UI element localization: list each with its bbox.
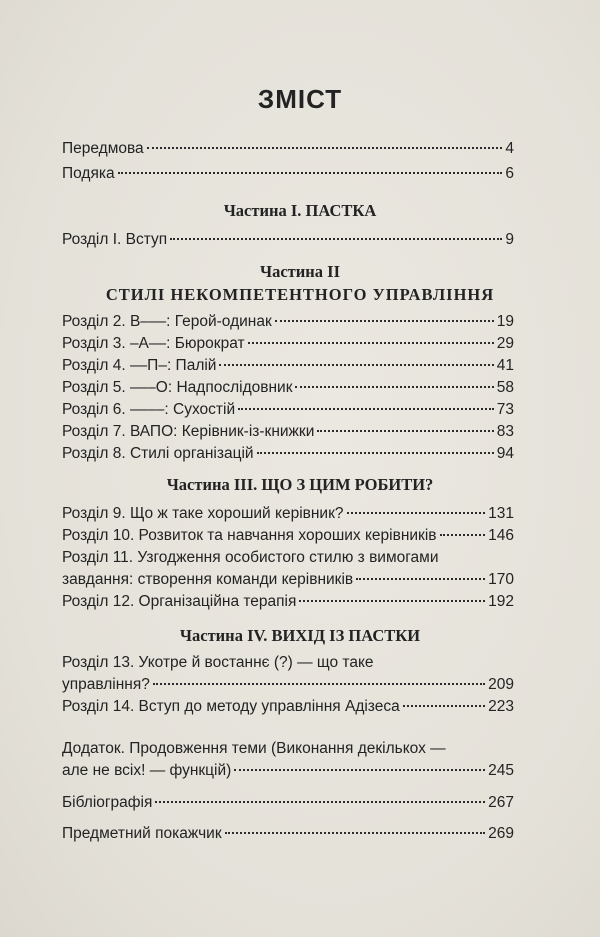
toc-entry-chapter-6 — [62, 398, 514, 422]
toc-page-number: 269 — [488, 825, 514, 842]
toc-entry-label: Бібліографія — [62, 794, 153, 811]
dot-leader — [147, 147, 503, 149]
toc-entry-chapter-13 — [62, 673, 514, 697]
toc-page-number: 29 — [496, 335, 514, 352]
toc-entry-label-continuation: управління? — [62, 676, 150, 693]
toc-page-number: 94 — [496, 445, 514, 462]
dot-leader — [118, 172, 503, 174]
toc-entry-label: Розділ 9. Що ж таке хороший керівник? — [62, 505, 344, 522]
toc-entry-chapter-7 — [62, 420, 514, 444]
toc-page-number: 19 — [496, 313, 514, 330]
toc-entry-chapter-13-title: Розділ 13. Укотре й востаннє (?) — що таке — [62, 654, 374, 671]
toc-entry-chapter-8 — [62, 442, 514, 466]
toc-entry-index — [62, 822, 514, 846]
toc-entry-acknowledgements — [62, 162, 514, 186]
toc-entry-label: Розділ 7. ВАПО: Керівник-із-книжки — [62, 423, 315, 440]
toc-page-number: 192 — [488, 593, 514, 610]
part-heading-1: Частина I. ПАСТКА — [223, 201, 377, 220]
toc-page-number: 73 — [496, 401, 514, 418]
part-heading-4: Частина IV. ВИХІД ІЗ ПАСТКИ — [179, 626, 421, 645]
toc-entry-preface — [62, 137, 514, 161]
toc-entry-label: Розділ I. Вступ — [62, 231, 168, 248]
toc-page-number: 209 — [488, 676, 514, 693]
dot-leader — [275, 320, 494, 322]
toc-page-number: 58 — [496, 379, 514, 396]
toc-entry-chapter-3 — [62, 332, 514, 356]
toc-entry-label: Розділ 8. Стилі організацій — [62, 445, 254, 462]
toc-entry-label: Розділ 12. Організаційна терапія — [62, 593, 297, 610]
dot-leader — [155, 801, 485, 803]
toc-entry-label: Розділ 4. ––П–: Палій — [62, 357, 217, 374]
part-heading-3: Частина III. ЩО З ЦИМ РОБИТИ? — [166, 475, 434, 494]
dot-leader — [257, 452, 494, 454]
toc-entry-label: Розділ 14. Вступ до методу управління Адізеса — [62, 698, 400, 715]
toc-entry-bibliography — [62, 791, 514, 815]
toc-entry-label: Подяка — [62, 165, 115, 182]
toc-entry-label: Розділ 3. –А––: Бюрократ — [62, 335, 245, 352]
part-subheading-2: СТИЛІ НЕКОМПЕТЕНТНОГО УПРАВЛІННЯ — [105, 285, 495, 304]
toc-page-number: 131 — [488, 505, 514, 522]
dot-leader — [238, 408, 494, 410]
dot-leader — [295, 386, 493, 388]
toc-page-number: 223 — [488, 698, 514, 715]
toc-entry-label: Розділ 2. В–––: Герой-одинак — [62, 313, 272, 330]
dot-leader — [248, 342, 494, 344]
toc-entry-chapter-5 — [62, 376, 514, 400]
toc-entry-chapter-11 — [62, 568, 514, 592]
toc-entry-label-continuation: завдання: створення команди керівників — [62, 571, 354, 588]
toc-page-number: 170 — [488, 571, 514, 588]
toc-entry-appendix — [62, 759, 514, 783]
toc-entry-label: Предметний покажчик — [62, 825, 222, 842]
dot-leader — [347, 512, 486, 514]
part-heading-2: Частина II — [259, 262, 341, 281]
toc-page-number: 9 — [505, 231, 514, 248]
dot-leader — [225, 832, 486, 834]
toc-entry-chapter-10 — [62, 524, 514, 548]
toc-page-number: 6 — [505, 165, 514, 182]
toc-entry-chapter-9 — [62, 502, 514, 526]
dot-leader — [299, 600, 485, 602]
toc-page-number: 245 — [488, 762, 514, 779]
dot-leader — [356, 578, 485, 580]
dot-leader — [153, 683, 485, 685]
dot-leader — [317, 430, 493, 432]
toc-page-number: 146 — [488, 527, 514, 544]
toc-entry-chapter-11-title: Розділ 11. Узгодження особистого стилю з вимогами — [62, 549, 439, 566]
toc-entry-chapter-1 — [62, 228, 514, 252]
dot-leader — [403, 705, 485, 707]
dot-leader — [440, 534, 486, 536]
toc-entry-appendix-title: Додаток. Продовження теми (Виконання декількох — — [62, 740, 446, 757]
toc-page-number: 41 — [496, 357, 514, 374]
page-title: ЗМІСТ — [257, 84, 343, 114]
toc-entry-label: Розділ 6. ––––: Сухостій — [62, 401, 236, 418]
toc-page-number: 4 — [505, 140, 514, 157]
dot-leader — [170, 238, 502, 240]
toc-entry-label: Розділ 10. Розвиток та навчання хороших керівників — [62, 527, 437, 544]
toc-page-number: 83 — [496, 423, 514, 440]
toc-entry-chapter-4 — [62, 354, 514, 378]
dot-leader — [234, 769, 485, 771]
toc-entry-chapter-14 — [62, 695, 514, 719]
toc-entry-label-continuation: але не всіх! — функцій) — [62, 762, 232, 779]
toc-entry-chapter-12 — [62, 590, 514, 614]
dot-leader — [219, 364, 493, 366]
toc-entry-label: Передмова — [62, 140, 144, 157]
toc-entry-chapter-2 — [62, 310, 514, 334]
toc-page-number: 267 — [488, 794, 514, 811]
toc-entry-label: Розділ 5. –––О: Надпослідовник — [62, 379, 293, 396]
